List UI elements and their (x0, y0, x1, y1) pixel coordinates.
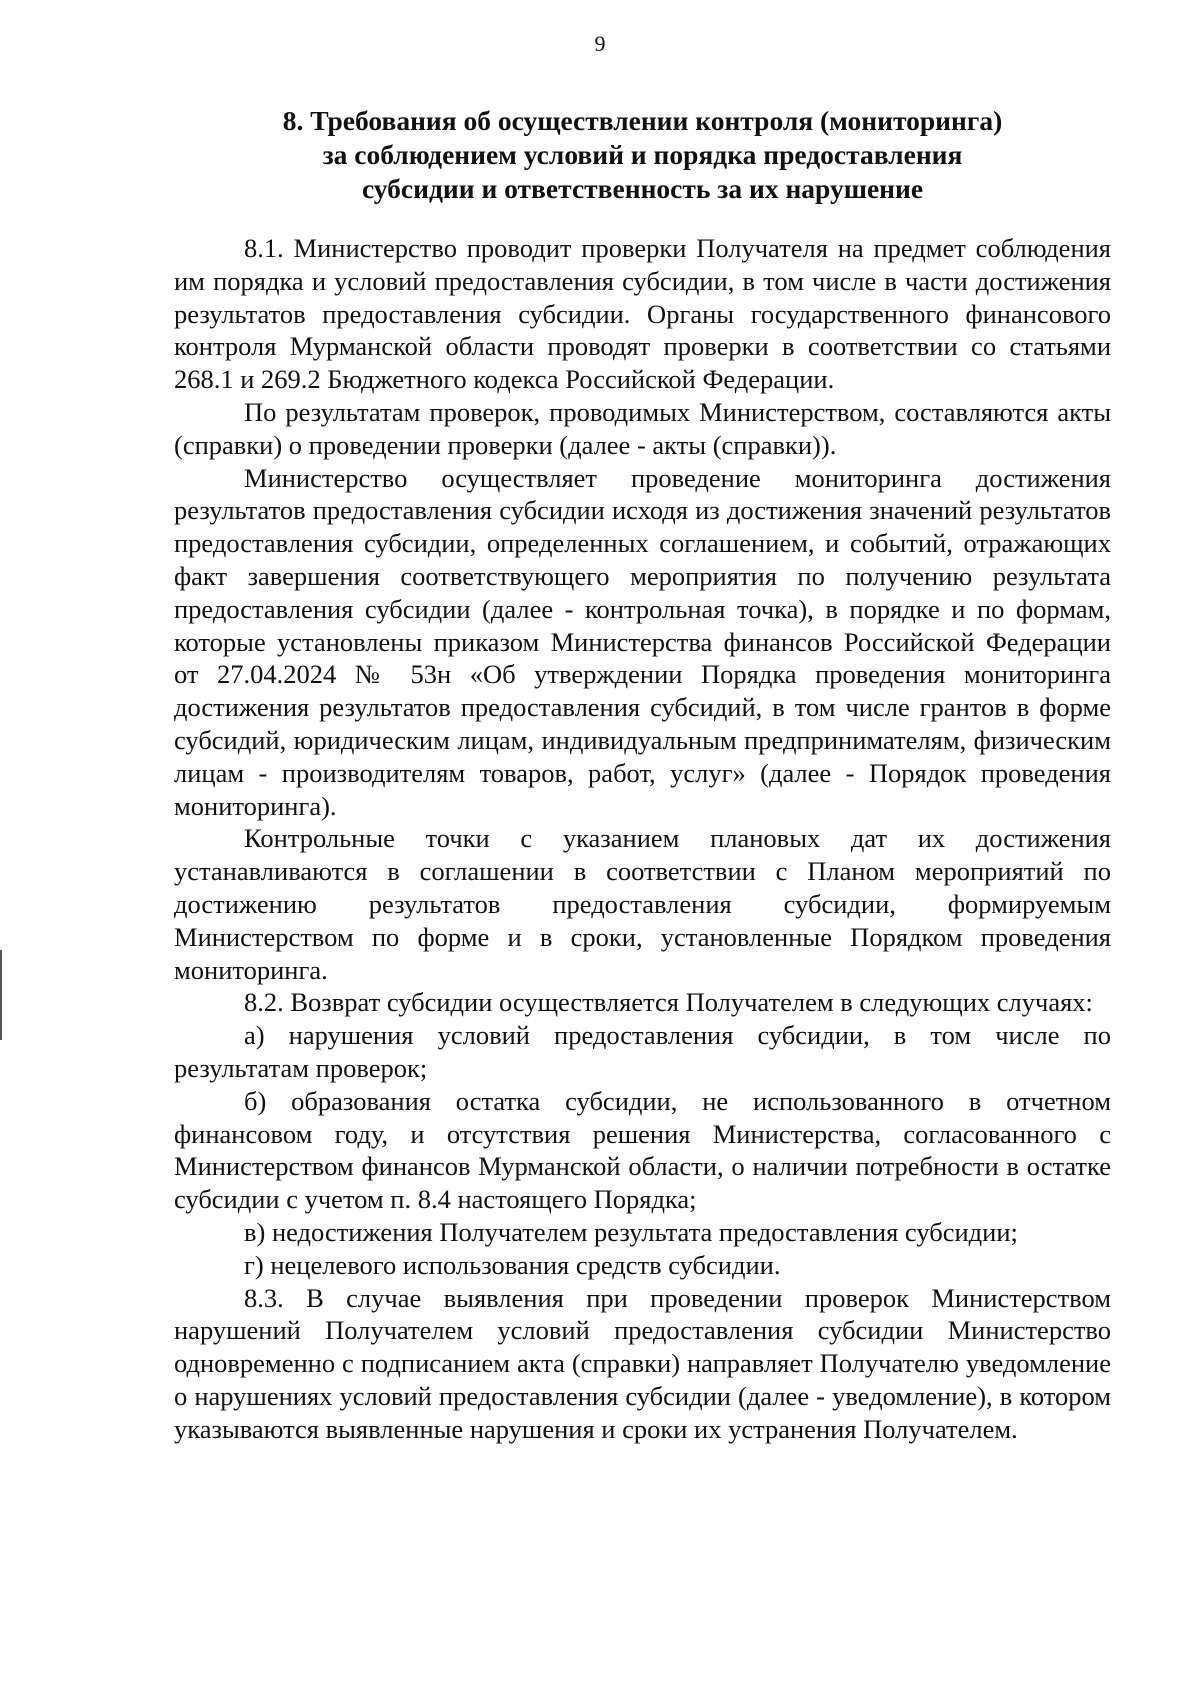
section-heading (160, 104, 1125, 206)
list-item-b: б) образования остатка субсидии, не использованного в отчетном финансовом году, и отсутствия решения Министерства, согласованного с Министерством финансов Мурманской области, о наличии потребности в остатке субсидии с учетом п. 8.4 настоящего Порядка; (174, 1085, 1111, 1215)
list-item-a: а) нарушения условий предоставления субсидии, в том числе по результатам проверок; (174, 1020, 1111, 1083)
heading-line-2: за соблюдением условий и порядка предоставления (322, 139, 963, 170)
scan-edge-mark (0, 950, 2, 1040)
paragraph-monitoring: Министерство осуществляет проведение мониторинга достижения результатов предоставления субсидии исходя из достижения значений результатов предоставления субсидии, определенных соглашением, и событий, отражающих факт завершения соответствующего мероприятия по получению результата предоставления субсидии (далее - контрольная точка), в порядке и по формам, которые установлены приказом Министерства финансов Российской Федерации от 27.04.2024 № 53н «Об утверждении Порядка проведения мониторинга достижения результатов предоставления субсидий, в том числе грантов в форме субсидий, юридическим лицам, индивидуальным предпринимателям, физическим лицам - производителям товаров, работ, услуг» (далее - Порядок проведения мониторинга). (174, 462, 1111, 821)
heading-line-1: 8. Требования об осуществлении контроля (мониторинга) (282, 105, 1003, 136)
heading-line-3: субсидии и ответственность за их нарушение (361, 173, 924, 204)
paragraph-control-points: Контрольные точки с указанием плановых дат их достижения устанавливаются в соглашении в соответствии с Планом мероприятий по достижению результатов предоставления субсидии, формируемым Министерством по форме и в сроки, установленные Порядком проведения мониторинга. (174, 823, 1111, 985)
page-number: 9 (594, 31, 606, 56)
document-body (174, 232, 1111, 1445)
paragraph-8-3: 8.3. В случае выявления при проведении проверок Министерством нарушений Получателем условий предоставления субсидии Министерство одновременно с подписанием акта (справки) направляет Получателю уведомление о нарушениях условий предоставления субсидии (далее - уведомление), в котором указываются выявленные нарушения и сроки их устранения Получателем. (174, 1282, 1111, 1444)
list-item-v: в) недостижения Получателем результата предоставления субсидии; (244, 1216, 1018, 1247)
paragraph-8-1: 8.1. Министерство проводит проверки Получателя на предмет соблюдения им порядка и условий предоставления субсидии, в том числе в части достижения результатов предоставления субсидии. Органы государственного финансового контроля Мурманской области проводят проверки в соответствии со статьями 268.1 и 269.2 Бюджетного кодекса Российской Федерации. (174, 233, 1111, 395)
paragraph-acts: По результатам проверок, проводимых Министерством, составляются акты (справки) о проведении проверки (далее - акты (справки)). (174, 396, 1111, 460)
list-item-g: г) нецелевого использования средств субсидии. (244, 1249, 781, 1280)
paragraph-8-2: 8.2. Возврат субсидии осуществляется Получателем в следующих случаях: (244, 987, 1093, 1018)
